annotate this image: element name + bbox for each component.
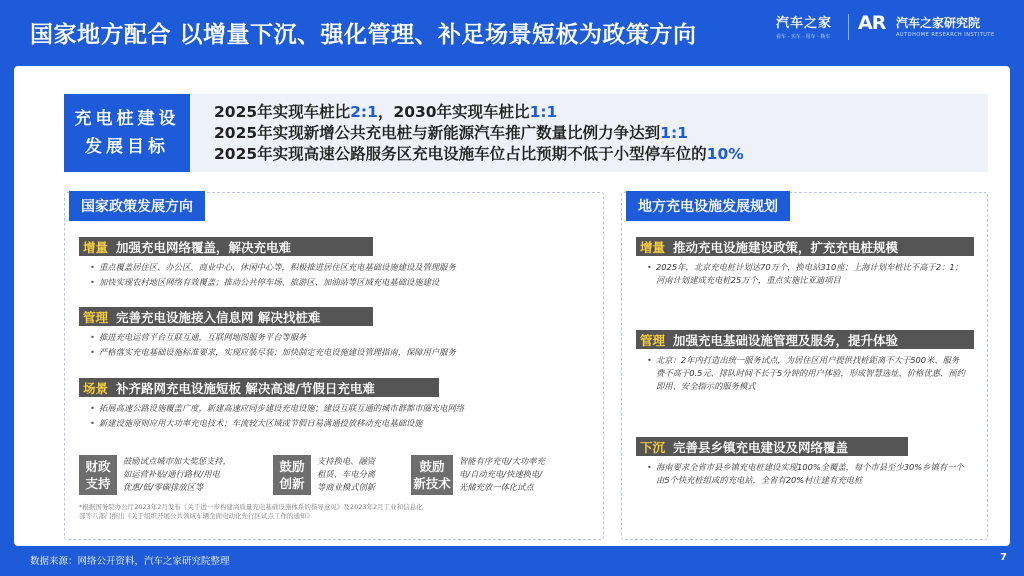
footnote-line: *根据国务院办公厅2023年2月发布《关于进一步构建高质量充电基础设施体系的指导意见》及2023年2月工业和信息化 bbox=[79, 503, 423, 511]
policy-desc-line: 优惠/低/零碳排放区等 bbox=[123, 482, 204, 492]
goal-text: 2025年实现高速公路服务区充电设施车位占比预期不低于小型停车位的 bbox=[214, 145, 707, 163]
goal-value: 1:1 bbox=[529, 103, 558, 121]
national-management-bullets bbox=[89, 330, 456, 360]
list-item: • 重点覆盖居住区、办公区、商业中心、休闲中心等，积极推进居住区充电基础设施建设及管理服务 bbox=[89, 260, 456, 275]
section-tag: 管理 bbox=[83, 309, 109, 325]
policy-title: 财政 bbox=[85, 459, 111, 474]
local-management-bullets bbox=[646, 354, 966, 393]
local-section-management bbox=[636, 330, 974, 349]
research-institute-logo bbox=[858, 12, 1008, 46]
policy-innovation-desc bbox=[317, 455, 375, 494]
section-tag: 增量 bbox=[83, 239, 109, 255]
content-card bbox=[14, 66, 1010, 546]
goal-value: 10% bbox=[706, 145, 744, 163]
policy-desc-line: 租赁、车电分离 bbox=[317, 469, 376, 479]
policy-new-tech-desc bbox=[459, 455, 545, 494]
national-section-scenario bbox=[79, 378, 439, 397]
policy-title: 创新 bbox=[279, 476, 305, 491]
national-section-increment bbox=[79, 237, 373, 256]
section-heading: 加强充电基础设施管理及服务，提升体验 bbox=[673, 332, 899, 348]
local-section-increment bbox=[636, 237, 974, 256]
section-heading: 补齐路网充电设施短板 解决高速/节假日充电难 bbox=[116, 380, 375, 396]
section-tag: 管理 bbox=[640, 332, 666, 348]
data-source-note: 数据来源：网络公开资料，汽车之家研究院整理 bbox=[30, 556, 230, 567]
goals-label bbox=[64, 94, 190, 172]
research-institute-en-name: AUTOHOME RESEARCH INSTITUTE bbox=[896, 32, 995, 38]
local-sinking-bullets bbox=[646, 461, 966, 487]
list-item: • 新建设施原则应用大功率充电技术；车流较大区域或节假日易满通投放移动充电基础设施 bbox=[89, 416, 464, 431]
policy-desc-line: 鼓励试点城市加大奖惩支持， bbox=[123, 456, 231, 466]
section-heading: 推动充电设施建设政策，扩充充电桩规模 bbox=[673, 239, 899, 255]
list-item: • 北京：2年内打造出统一服务试点，为居住区用户提供找桩距离不大于500米、服务费不高于0.5元、排队时间不长于5分钟的用户体验，形成智慧选址、价格优惠、预约即用、安全指示的服务模式 bbox=[646, 354, 966, 393]
list-item: • 拓展高速公路设施覆盖广度，新建高速应同步建设充电设施；建设互联互通的城市群都市圈充电网络 bbox=[89, 401, 464, 416]
header-bar bbox=[0, 0, 1024, 64]
policy-title: 鼓励 bbox=[279, 459, 305, 474]
policy-desc-line: 智能有序充电/大功率充 bbox=[459, 456, 545, 466]
local-planning-panel bbox=[621, 192, 988, 540]
national-section-management bbox=[79, 307, 373, 326]
section-heading: 加强充电网络覆盖，解决充电难 bbox=[116, 239, 292, 255]
policy-fiscal-support-desc bbox=[123, 455, 231, 494]
section-heading: 完善充电设施接入信息网 解决找桩难 bbox=[116, 309, 321, 325]
local-section-sinking bbox=[636, 437, 908, 456]
research-institute-name: 汽车之家研究院 bbox=[896, 16, 981, 30]
goal-line-2 bbox=[214, 123, 744, 144]
page-title: 国家地方配合 以增量下沉、强化管理、补足场景短板为政策方向 bbox=[30, 22, 697, 48]
national-increment-bullets bbox=[89, 260, 456, 290]
goals-list bbox=[214, 102, 744, 165]
section-heading: 完善县乡镇充电建设及网络覆盖 bbox=[673, 439, 849, 455]
local-increment-bullets bbox=[646, 261, 966, 287]
page-number: 7 bbox=[1000, 552, 1007, 563]
policy-footnote bbox=[79, 503, 423, 521]
section-tag: 增量 bbox=[640, 239, 666, 255]
local-planning-title: 地方充电设施发展规划 bbox=[626, 191, 790, 221]
goal-text: 2025年实现车桩比 bbox=[214, 103, 351, 121]
policy-fiscal-support-box bbox=[79, 455, 117, 495]
policy-title: 新技术 bbox=[413, 476, 451, 491]
national-policy-title: 国家政策发展方向 bbox=[69, 191, 205, 221]
national-scenario-bullets bbox=[89, 401, 464, 431]
list-item: • 推进充电运营平台互联互通，互联网地图服务平台等服务 bbox=[89, 330, 456, 345]
policy-innovation-box bbox=[273, 455, 311, 495]
section-tag: 场景 bbox=[83, 380, 109, 396]
policy-title: 鼓励 bbox=[419, 459, 445, 474]
list-item: • 2025年，北京充电桩计划达70万个，换电站310座；上海计划车桩比不高于2：1；河南计划建成充电桩25万个，重点实施比亚迪项目 bbox=[646, 261, 966, 287]
list-item: • 严格落实充电基础设施标准要求，实现应装尽装；加快制定充电设施建设管理指南，保障用户服务 bbox=[89, 345, 456, 360]
goal-text: ，2030年实现车桩比 bbox=[377, 103, 530, 121]
ar-logo-icon: AR bbox=[858, 12, 886, 34]
goals-label-line2: 发展目标 bbox=[85, 137, 169, 157]
policy-desc-line: 电/自动充电/快速换电/ bbox=[459, 469, 543, 479]
goal-value: 1:1 bbox=[660, 124, 688, 142]
goal-line-1 bbox=[214, 102, 744, 123]
policy-title: 支持 bbox=[85, 476, 111, 491]
autohome-logo-name: 汽车之家 bbox=[776, 16, 833, 31]
goal-text: 2025年实现新增公共充电桩与新能源汽车推广数量比例力争达到 bbox=[214, 124, 661, 142]
goal-value: 2:1 bbox=[350, 103, 378, 121]
autohome-logo bbox=[776, 12, 842, 46]
autohome-logo-slogan: 看车 · 买车 · 用车 · 换车 bbox=[776, 34, 831, 40]
policy-new-tech-box bbox=[411, 455, 453, 495]
national-policy-panel bbox=[64, 192, 604, 540]
policy-desc-line: 支持换电、融资 bbox=[317, 456, 376, 466]
goals-label-line1: 充电桩建设 bbox=[74, 109, 180, 129]
list-item: • 海南要求全省市县乡镇充电桩建设实现100%全覆盖，每个市县至少30%乡镇有一个由5个快充桩组成的充电站，全省有20%村庄建有充电桩 bbox=[646, 461, 966, 487]
footnote-line: 部等八部门推出《关于组织开展公共领域车辆全面电动化先行区试点工作的通知》 bbox=[79, 512, 313, 520]
policy-desc-line: 等商业模式创新 bbox=[317, 482, 376, 492]
development-goals-box bbox=[64, 94, 988, 172]
goal-line-3 bbox=[214, 144, 744, 165]
section-tag: 下沉 bbox=[640, 439, 666, 455]
policy-desc-line: 如运营补贴/通行路权/用电 bbox=[123, 469, 220, 479]
list-item: • 加快实现农村地区网络有效覆盖；推动公共停车场、旅游区、加油站等区域充电基础设施建设 bbox=[89, 275, 456, 290]
brand-divider bbox=[848, 14, 849, 40]
policy-desc-line: 光储充放一体化试点 bbox=[459, 482, 534, 492]
